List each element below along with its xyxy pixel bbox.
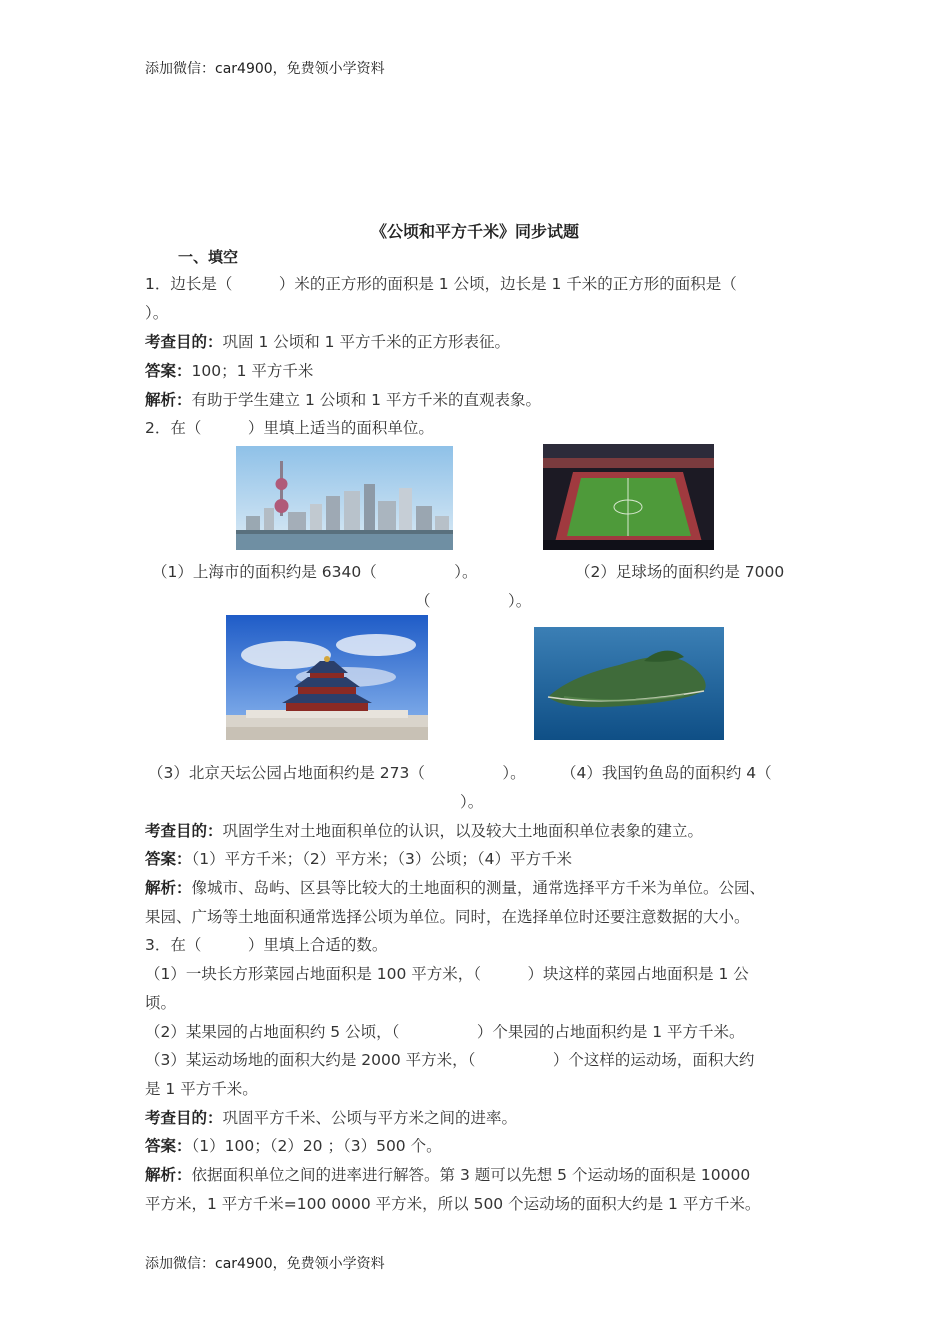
q2-item1: （1）上海市的面积约是 6340（ ）。 xyxy=(152,563,478,581)
header-watermark: 添加微信：car4900，免费领小学资料 xyxy=(145,61,385,77)
q3-answer: 答案：（1）100；（2）20 ；（3）500 个。 xyxy=(145,1137,442,1155)
q2-answer: 答案：（1）平方千米；（2）平方米；（3）公顷；（4）平方千米 xyxy=(145,850,572,868)
q3-explanation-line2: 平方米，1 平方千米=100 0000 平方米，所以 500 个运动场的面积大约是 1 平方千米。 xyxy=(145,1195,761,1213)
q2-explanation-line2: 果园、广场等土地面积通常选择公顷为单位。同时，在选择单位时还要注意数据的大小。 xyxy=(145,908,750,926)
section-heading: 一、填空 xyxy=(178,248,239,266)
q2-aim: 考查目的：巩固学生对土地面积单位的认识，以及较大土地面积单位表象的建立。 xyxy=(145,822,704,840)
q1-line1: 1．边长是（ ）米的正方形的面积是 1 公顷，边长是 1 千米的正方形的面积是（ xyxy=(145,275,737,293)
q2-stem: 2．在（ ）里填上适当的面积单位。 xyxy=(145,419,434,437)
temple-of-heaven-image xyxy=(226,615,428,740)
diaoyu-island-image xyxy=(534,627,724,740)
q2-explanation-line1: 解析：像城市、岛屿、区县等比较大的土地面积的测量，通常选择平方千米为单位。公园、 xyxy=(145,879,766,897)
page-title: 《公顷和平方千米》同步试题 xyxy=(370,222,579,241)
q2-item4-blank: ）。 xyxy=(460,793,484,811)
q2-item4: （4）我国钓鱼岛的面积约 4（ xyxy=(561,764,772,782)
q1-line2: ）。 xyxy=(145,304,169,322)
stadium-image xyxy=(543,444,714,550)
shanghai-skyline-image xyxy=(236,446,453,550)
q2-item3: （3）北京天坛公园占地面积约是 273（ ）。 xyxy=(148,764,526,782)
q3-sub3-line1: （3）某运动场地的面积大约是 2000 平方米，（ ）个这样的运动场，面积大约 xyxy=(145,1051,755,1069)
q3-sub2: （2）某果园的占地面积约 5 公顷，（ ）个果园的占地面积约是 1 平方千米。 xyxy=(145,1023,745,1041)
q2-item2-blank: （ ）。 xyxy=(415,592,532,610)
q1-answer: 答案：100；1 平方千米 xyxy=(145,362,314,380)
q3-explanation-line1: 解析：依据面积单位之间的进率进行解答。第 3 题可以先想 5 个运动场的面积是 10000 xyxy=(145,1166,751,1184)
q3-sub3-line2: 是 1 平方千米。 xyxy=(145,1080,258,1098)
q3-aim: 考查目的：巩固平方千米、公顷与平方米之间的进率。 xyxy=(145,1109,518,1127)
q3-sub1-line1: （1）一块长方形菜园占地面积是 100 平方米，（ ）块这样的菜园占地面积是 1 公 xyxy=(145,965,749,983)
footer-watermark: 添加微信：car4900，免费领小学资料 xyxy=(145,1256,385,1272)
q2-item2: （2）足球场的面积约是 7000 xyxy=(575,563,785,581)
q1-explanation: 解析：有助于学生建立 1 公顷和 1 平方千米的直观表象。 xyxy=(145,391,541,409)
q3-sub1-line2: 顷。 xyxy=(145,994,177,1012)
q1-aim: 考查目的：巩固 1 公顷和 1 平方千米的正方形表征。 xyxy=(145,333,510,351)
q3-stem: 3．在（ ）里填上合适的数。 xyxy=(145,936,388,954)
